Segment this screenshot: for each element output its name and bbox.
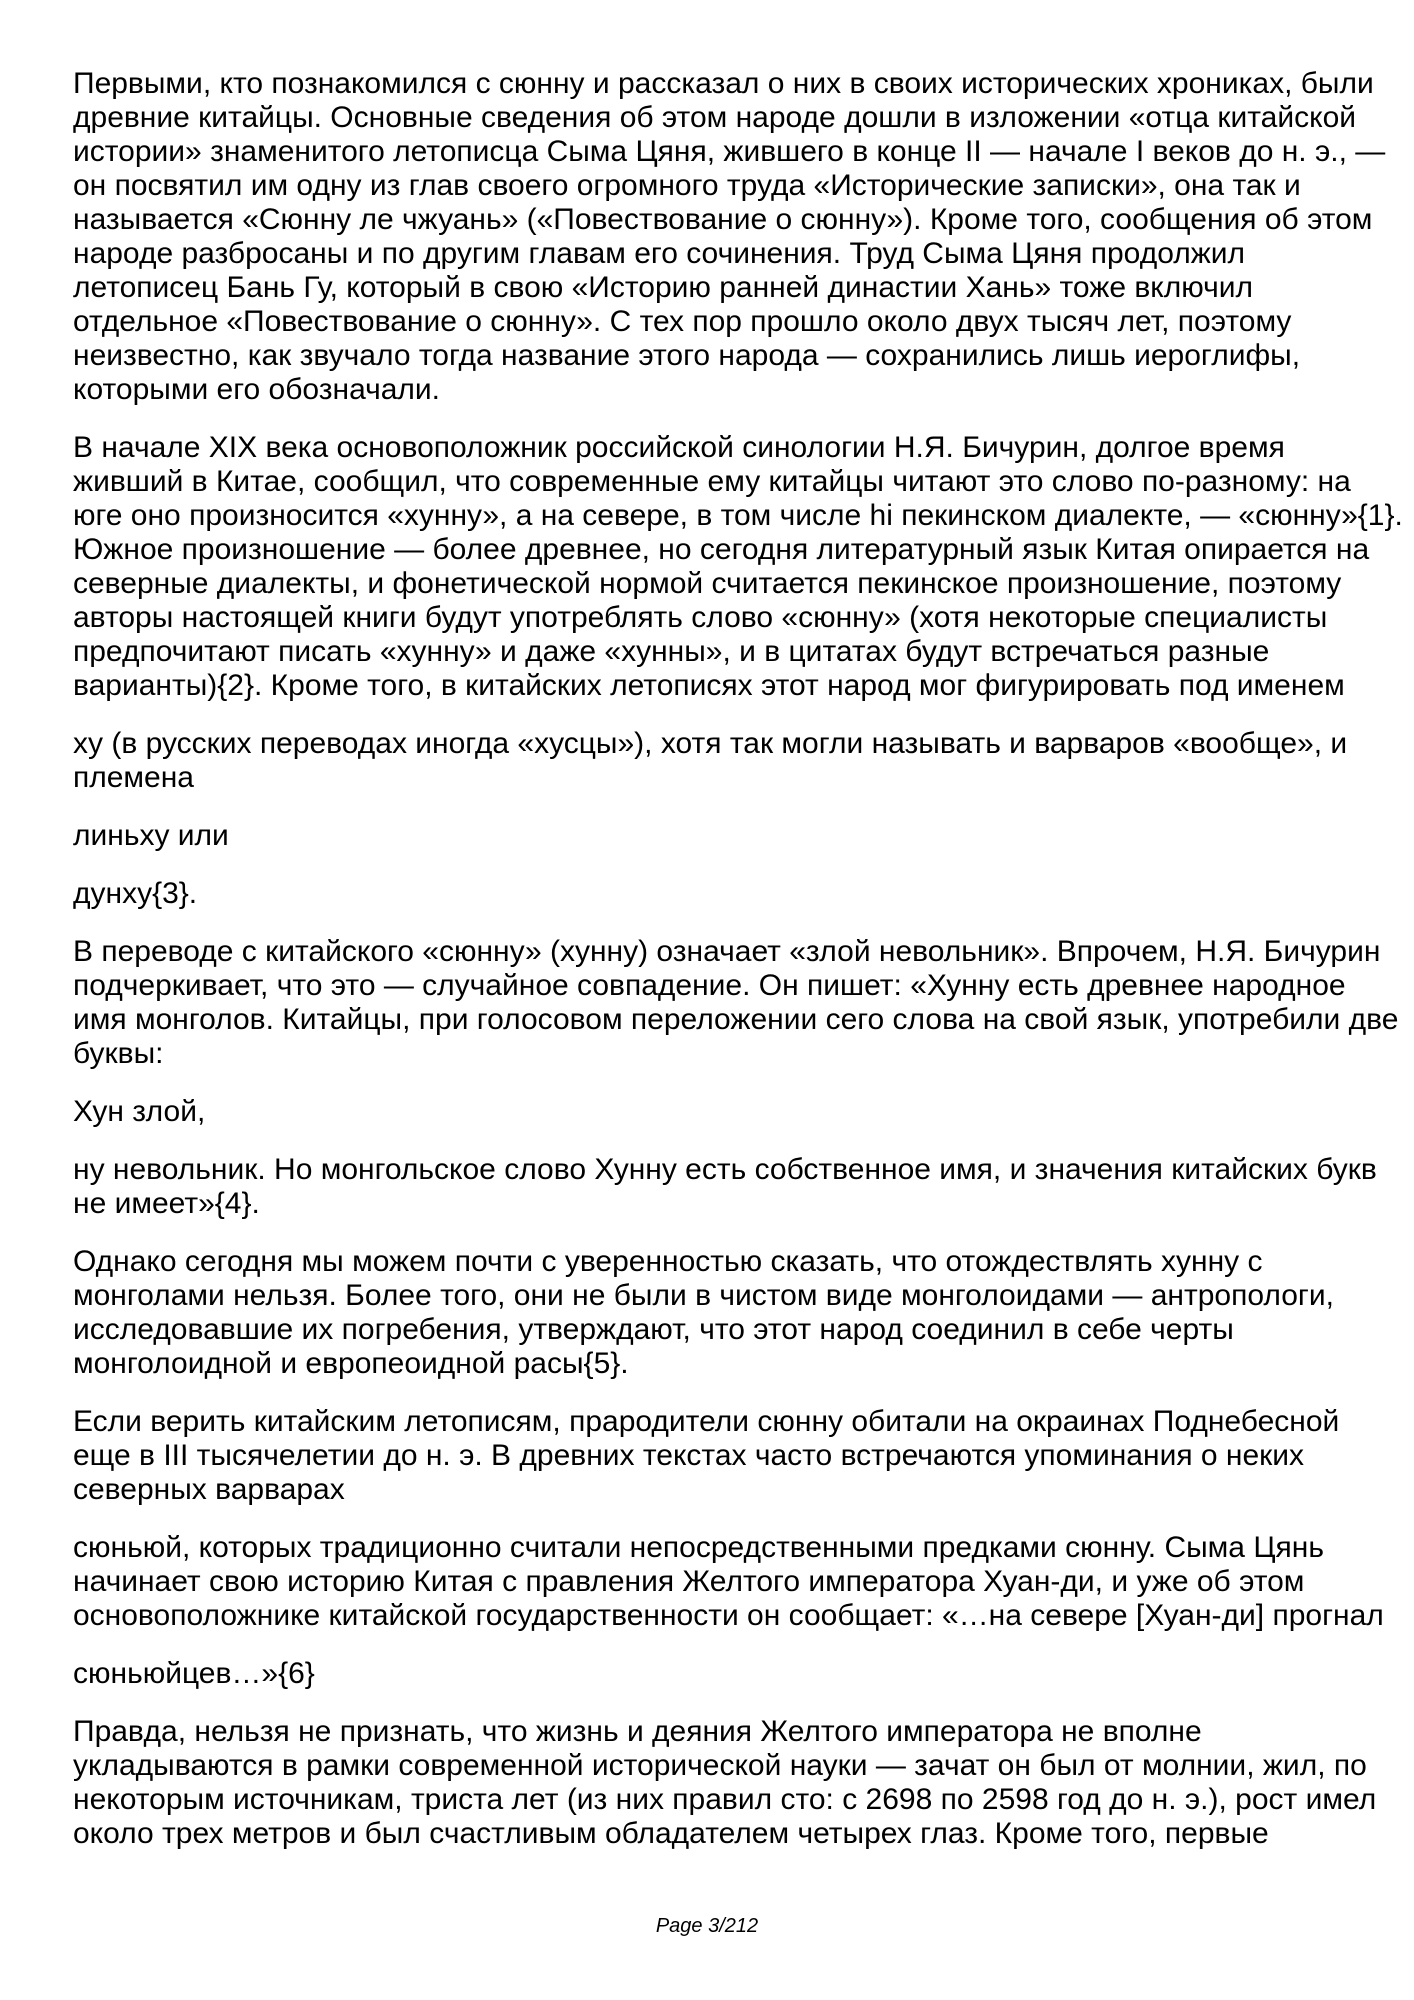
text-line: монголами нельзя. Более того, они не были в чистом виде монголоидами — антропологи, (73, 1279, 1334, 1312)
text-line: народе разбросаны и по другим главам его сочинения. Труд Сыма Цяня продолжил (73, 237, 1246, 270)
paragraph (73, 1245, 1378, 1381)
paragraph (73, 935, 1399, 1071)
page-footer (0, 1914, 1414, 1938)
paragraph (73, 877, 1378, 911)
paragraph (73, 727, 1378, 795)
text-line: Первыми, кто познакомился с сюнну и рассказал о них в своих исторических хрониках, были (73, 67, 1374, 100)
text-line: Южное произношение — более древнее, но сегодня литературный язык Китая опирается на (73, 533, 1370, 566)
paragraph (73, 431, 1403, 703)
text-line: Однако сегодня мы можем почти с уверенностью сказать, что отождествлять хунну с (73, 1245, 1263, 1278)
text-line: еще в III тысячелетии до н. э. В древних текстах часто встречаются упоминания о неких (73, 1439, 1305, 1472)
text-line: сюньюйцев…»{6} (73, 1657, 315, 1690)
text-line: сюньюй, которых традиционно считали непосредственными предками сюнну. Сыма Цянь (73, 1531, 1324, 1564)
text-line: отдельное «Повествование о сюнну». С тех пор прошло около двух тысяч лет, поэтому (73, 305, 1292, 338)
text-line: варианты){2}. Кроме того, в китайских летописях этот народ мог фигурировать под именем (73, 669, 1345, 702)
text-line: подчеркивает, что это — случайное совпадение. Он пишет: «Хунну есть древнее народное (73, 969, 1346, 1002)
text-line: линьху или (73, 819, 229, 852)
text-line: начинает свою историю Китая с правления Желтого императора Хуан-ди, и уже об этом (73, 1565, 1305, 1598)
paragraph (73, 1405, 1378, 1507)
text-line: неизвестно, как звучало тогда название этого народа — сохранились лишь иероглифы, (73, 339, 1301, 372)
text-line: юге оно произносится «хунну», а на севере, в том числе hi пекинском диалекте, — «сюнну»{1}. (73, 499, 1403, 532)
text-line: предпочитают писать «хунну» и даже «хунны», и в цитатах будут встречаться разные (73, 635, 1270, 668)
text-line: монголоидной и европеоидной расы{5}. (73, 1347, 629, 1380)
text-line: Хун злой, (73, 1095, 206, 1128)
paragraph (73, 1657, 1378, 1691)
page-number: Page 3/212 (655, 1915, 759, 1937)
text-line: истории» знаменитого летописца Сыма Цяня, жившего в конце II — начале I веков до н. э., — (73, 135, 1386, 168)
text-line: Если верить китайским летописям, прародители сюнну обитали на окраинах Поднебесной (73, 1405, 1340, 1438)
text-line: ну невольник. Но монгольское слово Хунну есть собственное имя, и значения китайских букв (73, 1153, 1377, 1186)
text-line: буквы: (73, 1037, 164, 1070)
text-line: авторы настоящей книги будут употреблять слово «сюнну» (хотя некоторые специалисты (73, 601, 1328, 634)
text-line: он посвятил им одну из глав своего огромного труда «Исторические записки», она так и (73, 169, 1301, 202)
text-line: северные диалекты, и фонетической нормой считается пекинское произношение, поэтому (73, 567, 1342, 600)
text-line: имя монголов. Китайцы, при голосовом переложении сего слова на свой язык, употребили две (73, 1003, 1399, 1036)
text-line: Правда, нельзя не признать, что жизнь и деяния Желтого императора не вполне (73, 1715, 1202, 1748)
text-line: племена (73, 761, 194, 794)
paragraph (73, 67, 1386, 407)
document-content (73, 67, 1403, 1875)
text-line: исследовавшие их погребения, утверждают, что этот народ соединил в себе черты (73, 1313, 1234, 1346)
paragraph (73, 1153, 1378, 1221)
text-line: дунху{3}. (73, 877, 198, 910)
text-line: летописец Бань Гу, который в свою «Историю ранней династии Хань» тоже включил (73, 271, 1253, 304)
text-line: В начале XIX века основоположник российской синологии Н.Я. Бичурин, долгое время (73, 431, 1285, 464)
text-line: живший в Китае, сообщил, что современные ему китайцы читают это слово по-разному: на (73, 465, 1351, 498)
paragraph (73, 819, 1378, 853)
text-line: укладываются в рамки современной исторической науки — зачат он был от молнии, жил, по (73, 1749, 1367, 1782)
text-line: древние китайцы. Основные сведения об этом народе дошли в изложении «отца китайской (73, 101, 1357, 134)
paragraph (73, 1715, 1378, 1851)
text-line: основоположнике китайской государственности он сообщает: «…на севере [Хуан-ди] прогнал (73, 1599, 1384, 1632)
text-line: около трех метров и был счастливым обладателем четырех глаз. Кроме того, первые (73, 1817, 1269, 1850)
text-line: В переводе с китайского «сюнну» (хунну) означает «злой невольник». Впрочем, Н.Я. Бичурин (73, 935, 1381, 968)
text-line: которыми его обозначали. (73, 373, 441, 406)
text-line: северных варварах (73, 1473, 345, 1506)
text-line: не имеет»{4}. (73, 1187, 260, 1220)
text-line: называется «Сюнну ле чжуань» («Повествование о сюнну»). Кроме того, сообщения об этом (73, 203, 1373, 236)
paragraph (73, 1531, 1384, 1633)
paragraph (73, 1095, 1378, 1129)
text-line: ху (в русских переводах иногда «хусцы»), хотя так могли называть и варваров «вообще», и (73, 727, 1348, 760)
text-line: некоторым источникам, триста лет (из них правил сто: с 2698 по 2598 год до н. э.), рост имел (73, 1783, 1377, 1816)
